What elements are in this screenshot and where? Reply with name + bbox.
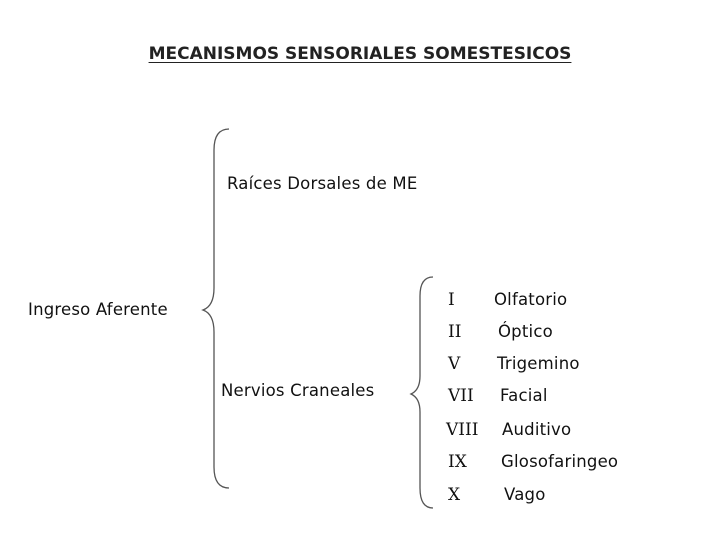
nerve-number: I (448, 290, 455, 310)
nerve-name: Óptico (498, 322, 553, 341)
root-label: Ingreso Aferente (28, 300, 168, 319)
cranial-brace (411, 277, 433, 508)
nerve-name: Trigemino (497, 354, 580, 373)
nerve-number: VII (448, 386, 474, 406)
nerve-name: Olfatorio (494, 290, 568, 309)
nerve-name: Facial (500, 386, 548, 405)
nerve-number: VIII (446, 420, 479, 440)
nerve-number: V (448, 354, 461, 374)
nerve-name: Glosofaringeo (501, 452, 619, 471)
nerve-name: Vago (504, 485, 546, 504)
diagram-title: MECANISMOS SENSORIALES SOMESTESICOS (148, 44, 572, 64)
nerve-number: X (448, 485, 461, 505)
nerve-name: Auditivo (502, 420, 572, 439)
dorsal-roots-label: Raíces Dorsales de ME (227, 174, 418, 193)
cranial-nerves-label: Nervios Craneales (221, 381, 375, 400)
nerve-number: II (448, 322, 462, 342)
main-brace (203, 129, 229, 488)
nerve-number: IX (448, 452, 467, 472)
